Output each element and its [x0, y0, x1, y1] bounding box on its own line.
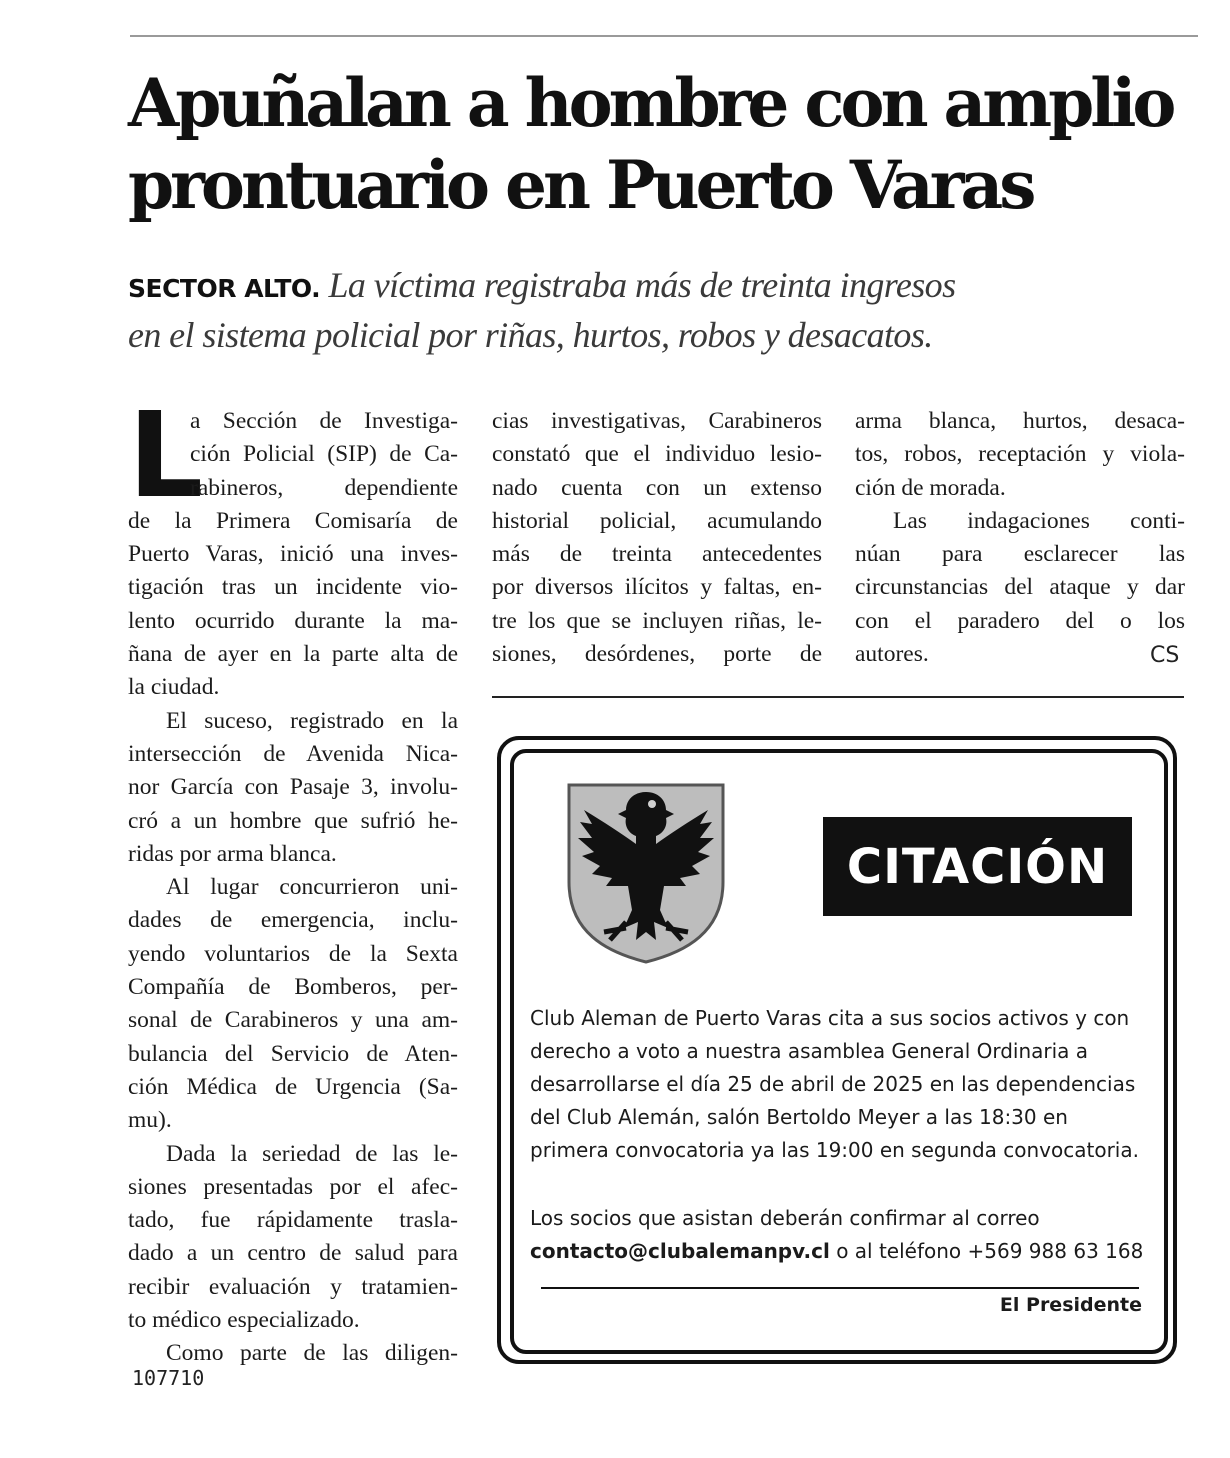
article-line: de la Primera Comisaría de: [128, 507, 458, 534]
deck-line-1: La víctima registraba más de treinta ingresos: [328, 265, 956, 305]
deck-line-2: en el sistema policial por riñas, hurtos, robos y desacatos.: [128, 315, 933, 355]
article-line: dades de emergencia, inclu-: [128, 907, 458, 934]
article-line: con el paradero del o los: [855, 607, 1185, 634]
ad-signature: El Presidente: [999, 1294, 1142, 1316]
article-line: mu).: [128, 1107, 172, 1134]
article-line: tigación tras un incidente vio-: [128, 574, 458, 601]
article-line: Las indagaciones conti-: [893, 507, 1185, 534]
ad-contact-line: Los socios que asistan deberán confirmar al correo: [530, 1206, 1040, 1230]
contact-phone-text: o al teléfono +569 988 63 168: [829, 1239, 1144, 1263]
article-line: Al lugar concurrieron uni-: [166, 874, 458, 901]
top-divider: [130, 35, 1198, 37]
headline: [128, 62, 1208, 226]
ad-body-line: derecho a voto a nuestra asamblea General Ordinaria a: [530, 1039, 1089, 1063]
article-line: más de treinta antecedentes: [492, 541, 822, 568]
article-line: yendo voluntarios de la Sexta: [128, 940, 458, 967]
signature-rule: [541, 1287, 1139, 1289]
article-line: cró a un hombre que sufrió he-: [128, 807, 458, 834]
ad-body: [530, 1002, 1156, 1167]
article-line: bulancia del Servicio de Aten-: [128, 1040, 458, 1067]
article-line: ción Policial (SIP) de Ca-: [190, 441, 458, 468]
ad-body-line: primera convocatoria ya las 19:00 en segunda convocatoria.: [530, 1138, 1139, 1162]
article-line: autores.: [855, 641, 929, 668]
article-line: Dada la seriedad de las le-: [166, 1140, 458, 1167]
ad-body-line: desarrollarse el día 25 de abril de 2025 en las dependencias: [530, 1072, 1136, 1096]
headline-line-1: Apuñalan a hombre con amplio: [128, 64, 1173, 142]
article-line: lento ocurrido durante la ma-: [128, 607, 458, 634]
article-line: arma blanca, hurtos, desaca-: [855, 408, 1185, 434]
contact-email-link[interactable]: contacto@clubalemanpv.cl: [530, 1239, 830, 1263]
ad-contact: [530, 1202, 1156, 1268]
article-column-1: [128, 386, 458, 1371]
headline-line-2: prontuario en Puerto Varas: [128, 146, 1033, 224]
article-line: ción de morada.: [855, 474, 1006, 501]
article-column-2: [492, 405, 822, 671]
article-line: to médico especializado.: [128, 1307, 360, 1334]
article-line: a Sección de Investiga-: [190, 408, 458, 434]
article-line: ridas por arma blanca.: [128, 840, 337, 867]
article-line: Compañía de Bomberos, per-: [128, 974, 458, 1001]
ad-body-line: Club Aleman de Puerto Varas cita a sus socios activos y con: [530, 1006, 1130, 1030]
article-line: Puerto Varas, inició una inves-: [128, 541, 458, 568]
deck-kicker: SECTOR ALTO.: [128, 274, 321, 303]
article-line: la ciudad.: [128, 674, 220, 701]
article-line: Como parte de las diligen-: [166, 1340, 458, 1367]
article-line: cias investigativas, Carabineros: [492, 408, 822, 434]
article-line: tado, fue rápidamente trasla-: [128, 1207, 458, 1234]
article-line: sonal de Carabineros y una am-: [128, 1007, 458, 1034]
page-code: 107710: [132, 1366, 205, 1390]
article-line: nor García con Pasaje 3, involu-: [128, 774, 458, 801]
column-divider: [492, 696, 1184, 698]
article-line: ción Médica de Urgencia (Sa-: [128, 1073, 458, 1100]
article-line: nado cuenta con un extenso: [492, 474, 822, 501]
german-eagle-crest-icon: [566, 782, 726, 964]
article-line: ñana de ayer en la parte alta de: [128, 641, 458, 668]
ad-body-line: del Club Alemán, salón Bertoldo Meyer a las 18:30 en: [530, 1105, 1068, 1129]
end-mark: CS: [1150, 643, 1180, 668]
article-line: rabineros, dependiente: [190, 474, 458, 501]
article-line: circunstancias del ataque y dar: [855, 574, 1185, 601]
article-line: núan para esclarecer las: [855, 541, 1185, 568]
article-line: siones, desórdenes, porte de: [492, 641, 822, 668]
article-line: por diversos ilícitos y faltas, en-: [492, 574, 822, 601]
previous-story-strip: [130, 0, 1198, 8]
article-line: recibir evaluación y tratamien-: [128, 1273, 458, 1300]
article-line: intersección de Avenida Nica-: [128, 740, 458, 767]
drop-cap: L: [128, 386, 204, 524]
deck: [128, 262, 1188, 359]
citacion-title: CITACIÓN: [823, 817, 1132, 916]
article-line: dado a un centro de salud para: [128, 1240, 458, 1267]
article-column-3: [855, 405, 1185, 671]
article-line: tos, robos, receptación y viola-: [855, 441, 1185, 468]
article-line: El suceso, registrado en la: [166, 707, 458, 734]
article-line: historial policial, acumulando: [492, 507, 822, 534]
article-line: constató que el individuo lesio-: [492, 441, 822, 468]
article-line: tre los que se incluyen riñas, le-: [492, 607, 822, 634]
article-line: siones presentadas por el afec-: [128, 1173, 458, 1200]
